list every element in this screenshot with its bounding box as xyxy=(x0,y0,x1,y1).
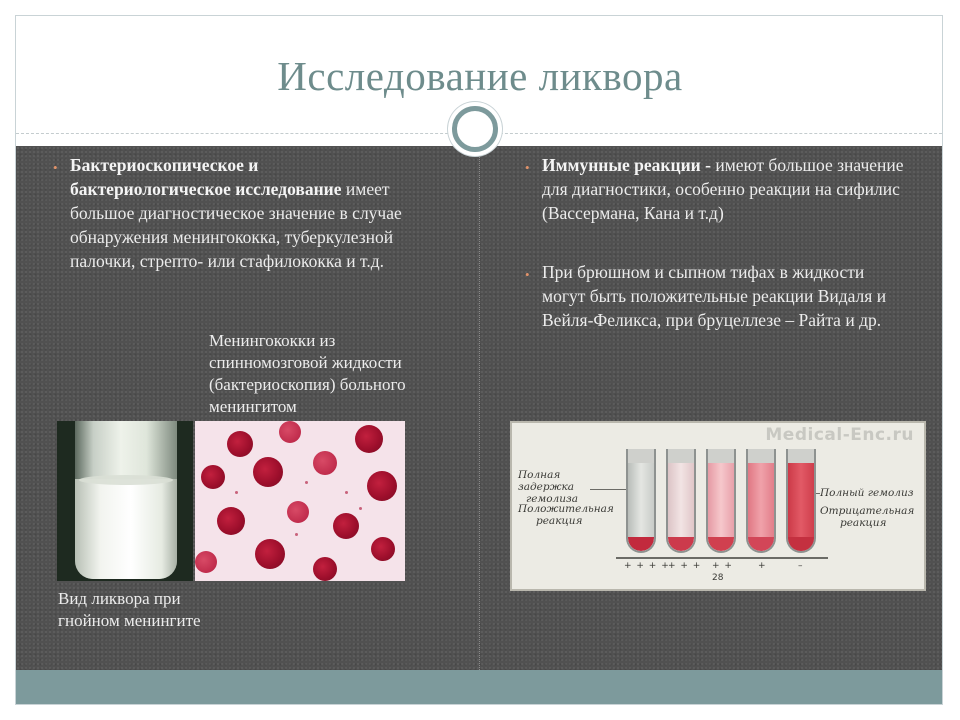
label-pos-line-1: Положительная xyxy=(518,503,614,515)
tube-top xyxy=(788,449,814,463)
right-bullet-2 xyxy=(525,260,912,332)
cell xyxy=(195,551,217,573)
micro-caption: Менингококки из спинномозговой жидкости (бактериоскопия) больного менингитом xyxy=(209,331,406,416)
test-tube xyxy=(626,449,656,553)
ring-ornament-icon xyxy=(452,106,498,152)
cell xyxy=(333,513,359,539)
label-neg-line-1: Отрицательная xyxy=(820,505,915,517)
speck xyxy=(305,481,308,484)
csf-vial-photo xyxy=(57,421,193,581)
left-bullet-bold: Бактериоскопическое и бактериологическое исследование xyxy=(70,155,342,199)
label-delay-line-2: гемолиза xyxy=(526,493,578,505)
slide-title: Исследование ликвора xyxy=(277,53,683,99)
column-divider xyxy=(479,146,480,670)
cell xyxy=(253,457,283,487)
vial-caption: Вид ликвора при гнойном менингите xyxy=(58,589,201,630)
tube-top xyxy=(628,449,654,463)
tube-top xyxy=(748,449,774,463)
label-negative xyxy=(820,505,924,529)
label-hemolysis-delay xyxy=(518,469,618,505)
cell xyxy=(217,507,245,535)
tube-top xyxy=(668,449,694,463)
cell xyxy=(367,471,397,501)
bullet-icon: • xyxy=(53,160,58,175)
bullet-icon: • xyxy=(525,267,530,282)
right-bullet-1-bold: Иммунные реакции - xyxy=(542,155,711,175)
vial-liquid xyxy=(75,479,177,579)
wassermann-tubes-photo xyxy=(510,421,926,591)
leader-line xyxy=(590,489,626,490)
tube-top xyxy=(708,449,734,463)
label-delay-line-1: Полная задержка xyxy=(518,469,575,493)
cell xyxy=(371,537,395,561)
cell xyxy=(227,431,253,457)
right-bullet-1-text: имеют большое значение для диагностики, особенно реакции на сифилис (Вассермана, Кана и т.д) xyxy=(542,155,904,223)
cell xyxy=(279,421,301,443)
cell xyxy=(287,501,309,523)
label-pos-line-2: реакция xyxy=(536,515,583,527)
speck xyxy=(359,507,362,510)
cell xyxy=(313,451,337,475)
vial-meniscus xyxy=(79,475,173,485)
right-bullet-1 xyxy=(525,153,927,225)
bullet-icon: • xyxy=(525,160,530,175)
footer-bar xyxy=(16,670,942,704)
sign-3: + + xyxy=(712,561,733,571)
test-tube xyxy=(746,449,776,553)
test-tube xyxy=(666,449,696,553)
cell xyxy=(313,557,337,581)
label-positive xyxy=(518,503,618,527)
figure-number: 28 xyxy=(712,573,724,583)
right-bullet-2-text: При брюшном и сыпном тифах в жидкости могут быть положительные реакции Видаля и Вейля-Феликса, при бруцеллезе – Райта и др. xyxy=(542,262,887,330)
cell xyxy=(355,425,383,453)
speck xyxy=(295,533,298,536)
meningococci-photo xyxy=(195,421,405,581)
cell xyxy=(255,539,285,569)
left-bullet xyxy=(53,153,410,273)
sign-5: – xyxy=(798,561,804,571)
tube-rack-line xyxy=(616,557,828,559)
label-full-hemolysis xyxy=(820,487,924,499)
label-neg-line-2: реакция xyxy=(840,517,887,529)
sign-2: + + + xyxy=(668,561,702,571)
speck xyxy=(345,491,348,494)
test-tube xyxy=(786,449,816,553)
watermark: Medical-Enc.ru xyxy=(765,425,914,445)
sign-4: + xyxy=(758,561,767,571)
label-full-line-1: Полный гемолиз xyxy=(820,487,914,499)
left-bullet-text: имеет большое диагностическое значение в случае обнаружения менингококка, туберкулезной палочки, стрепто- или стафилококка и т.д. xyxy=(70,179,402,271)
test-tube xyxy=(706,449,736,553)
speck xyxy=(235,491,238,494)
sign-1: + + + + xyxy=(624,561,670,571)
cell xyxy=(201,465,225,489)
